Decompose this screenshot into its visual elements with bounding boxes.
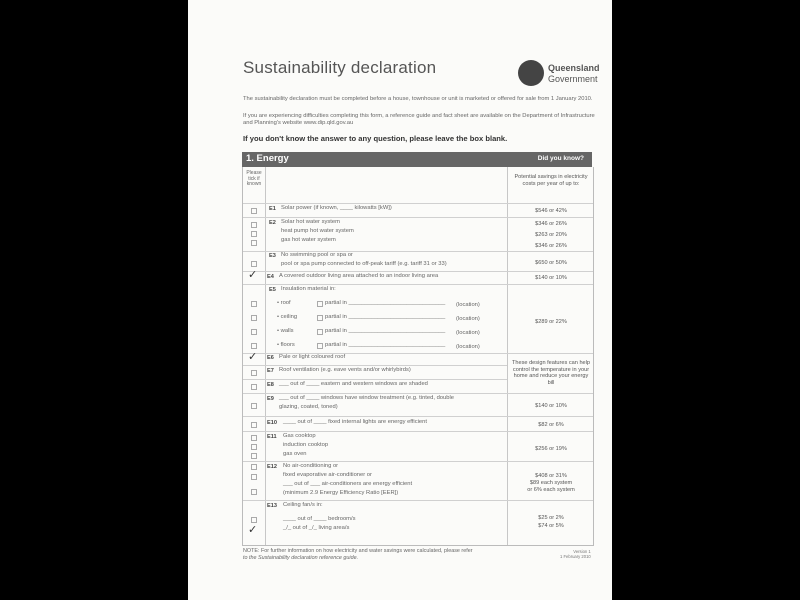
e7-code: E7 <box>267 368 274 374</box>
partial-roof-checkbox[interactable] <box>317 301 323 307</box>
e1-text: Solar power (if known, ____ kilowatts [kW]) <box>281 205 392 211</box>
e2-text-1: Solar hot water system <box>281 219 340 225</box>
e12-text-3: ___ out of ___ air-conditioners are energy efficient <box>283 481 413 487</box>
e13-tick-mark[interactable]: ✓ <box>248 524 258 536</box>
e3-text-2: pool or spa pump connected to off-peak tariff (e.g. tariff 31 or 33) <box>281 261 447 267</box>
e9-text-2: glazing, coated, toned) <box>279 404 338 410</box>
e10-text: ____ out of ____ fixed internal lights are energy efficient <box>283 419 427 425</box>
e11-text-2: induction cooktop <box>283 442 329 448</box>
column-divider <box>507 167 508 545</box>
e13-text-1: ____ out of ____ bedroom/s <box>283 516 356 522</box>
partial-roof-field[interactable]: partial in ______________________________ <box>325 300 446 306</box>
e5-checkbox-roof[interactable] <box>251 301 257 307</box>
e7-checkbox[interactable] <box>251 370 257 376</box>
e2-saving-2: $263 or 20% <box>535 232 567 238</box>
partial-floors-checkbox[interactable] <box>317 343 323 349</box>
e13-code: E13 <box>267 503 277 509</box>
e12-saving-2: $89 each system <box>529 480 573 486</box>
e5-checkbox-ceiling[interactable] <box>251 315 257 321</box>
footer-note <box>243 548 543 561</box>
e6-code: E6 <box>267 355 274 361</box>
section-title: 1. Energy <box>246 153 289 164</box>
version-line2: 1 February 2010 <box>560 554 591 559</box>
e8-checkbox[interactable] <box>251 384 257 390</box>
e4-code: E4 <box>267 274 274 280</box>
e1-checkbox[interactable] <box>251 208 257 214</box>
partial-floors-field[interactable]: partial in ______________________________ <box>325 342 446 348</box>
e10-saving: $82 or 6% <box>538 422 564 428</box>
e12-code: E12 <box>267 464 277 470</box>
e12-text-2: fixed evaporative air-conditioner or <box>283 472 372 478</box>
partial-walls-checkbox[interactable] <box>317 329 323 335</box>
e11-saving: $256 or 19% <box>535 446 567 452</box>
coat-of-arms-icon <box>518 60 544 86</box>
section-header-bar <box>242 152 592 167</box>
version-line1: Version 1 <box>573 549 591 554</box>
instruction-warning: If you don't know the answer to any question, please leave the box blank. <box>243 134 508 143</box>
e13-saving-2: $74 or 5% <box>538 523 564 529</box>
logo-line2: Government <box>548 74 598 84</box>
location-label-roof: (location) <box>456 302 480 308</box>
page-title: Sustainability declaration <box>243 58 437 77</box>
did-you-know-label: Did you know? <box>537 155 584 162</box>
e10-checkbox[interactable] <box>251 422 257 428</box>
footer-note-line2: to the Sustainability declaration reference guide. <box>243 554 359 561</box>
e5-code: E5 <box>269 287 276 293</box>
e4-tick-mark[interactable]: ✓ <box>248 269 258 281</box>
e4-saving: $140 or 10% <box>535 275 567 281</box>
e11-text-3: gas oven <box>283 451 307 457</box>
e11-checkbox-2[interactable] <box>251 444 257 450</box>
location-label-floors: (location) <box>456 344 480 350</box>
e11-checkbox-3[interactable] <box>251 453 257 459</box>
e9-checkbox[interactable] <box>251 403 257 409</box>
e3-checkbox[interactable] <box>251 261 257 267</box>
e12-saving-3: or 6% each system <box>527 487 575 493</box>
e10-code: E10 <box>267 420 277 426</box>
e12-text-4: (minimum 2.9 Energy Efficiency Ratio [EER]) <box>283 490 399 496</box>
e4-text: A covered outdoor living area attached to an indoor living area <box>279 273 439 279</box>
e9-text-1: ___ out of ____ windows have window treatment (e.g. tinted, double <box>279 395 454 401</box>
e7-text: Roof ventilation (e.g. eave vents and/or whirlybirds) <box>279 367 411 373</box>
e12-checkbox-1[interactable] <box>251 464 257 470</box>
savings-column-header: Potential savings in electricity costs per year of up to: <box>514 174 588 187</box>
e1-saving: $546 or 42% <box>535 208 567 214</box>
e12-checkbox-2[interactable] <box>251 474 257 480</box>
e5-floors-label: • floors <box>277 342 295 348</box>
e8-text: ___ out of ____ eastern and western windows are shaded <box>279 381 428 387</box>
e9-saving: $140 or 10% <box>535 403 567 409</box>
e2-checkbox-2[interactable] <box>251 231 257 237</box>
e3-code: E3 <box>269 253 276 259</box>
e2-code: E2 <box>269 220 276 226</box>
e2-saving-1: $346 or 26% <box>535 221 567 227</box>
partial-walls-field[interactable]: partial in ______________________________ <box>325 328 446 334</box>
e5-text: Insulation material in: <box>281 286 336 292</box>
e5-walls-label: • walls <box>277 328 294 334</box>
e2-text-3: gas hot water system <box>281 237 336 243</box>
version-info <box>560 549 591 559</box>
e12-checkbox-3[interactable] <box>251 489 257 495</box>
document-page <box>188 0 612 600</box>
design-features-note: These design features can help control the temperature in your home and reduce your energy bill <box>511 360 591 386</box>
e5-ceiling-label: • ceiling <box>277 314 298 320</box>
e2-saving-3: $346 or 26% <box>535 243 567 249</box>
partial-ceiling-field[interactable]: partial in ______________________________ <box>325 314 446 320</box>
energy-table <box>242 167 594 546</box>
e13-saving-1: $25 or 2% <box>538 515 564 521</box>
intro-paragraph-1: The sustainability declaration must be completed before a house, townhouse or unit is marketed or offered for sale from 1 January 2010. <box>243 96 593 102</box>
e13-text: Ceiling fan/s in: <box>283 502 323 508</box>
e2-checkbox-3[interactable] <box>251 240 257 246</box>
e6-text: Pale or light coloured roof <box>279 354 346 360</box>
column-divider <box>265 167 266 545</box>
footer-note-line1: NOTE: For further information on how electricity and water savings were calculated, please refer <box>243 548 473 554</box>
e11-checkbox-1[interactable] <box>251 435 257 441</box>
e13-text-2: _/_ out of _/_ living area/s <box>283 525 350 531</box>
partial-ceiling-checkbox[interactable] <box>317 315 323 321</box>
e3-text-1: No swimming pool or spa or <box>281 252 353 258</box>
e11-code: E11 <box>267 434 277 440</box>
e2-text-2: heat pump hot water system <box>281 228 354 234</box>
queensland-government-logo <box>518 60 608 92</box>
e11-text-1: Gas cooktop <box>283 433 316 439</box>
intro-paragraph-2: If you are experiencing difficulties completing this form, a reference guide and fact sheet are available on the Department of Infrastructure and Planning's website www.dip.qld.gov.au <box>243 113 595 126</box>
tick-column-header: Please tick if known <box>246 170 262 187</box>
e5-checkbox-walls[interactable] <box>251 329 257 335</box>
e5-saving: $289 or 22% <box>535 319 567 325</box>
e2-checkbox-1[interactable] <box>251 222 257 228</box>
e8-code: E8 <box>267 382 274 388</box>
e5-checkbox-floors[interactable] <box>251 343 257 349</box>
e12-text-1: No air-conditioning or <box>283 463 339 469</box>
logo-line1: Queensland <box>548 63 600 73</box>
e6-tick-mark[interactable]: ✓ <box>248 351 258 363</box>
e12-saving-1: $408 or 31% <box>535 473 567 479</box>
e3-saving: $650 or 50% <box>535 260 567 266</box>
location-label-walls: (location) <box>456 330 480 336</box>
e1-code: E1 <box>269 206 276 212</box>
e9-code: E9 <box>267 396 274 402</box>
e5-roof-label: • roof <box>277 300 291 306</box>
location-label-ceiling: (location) <box>456 316 480 322</box>
